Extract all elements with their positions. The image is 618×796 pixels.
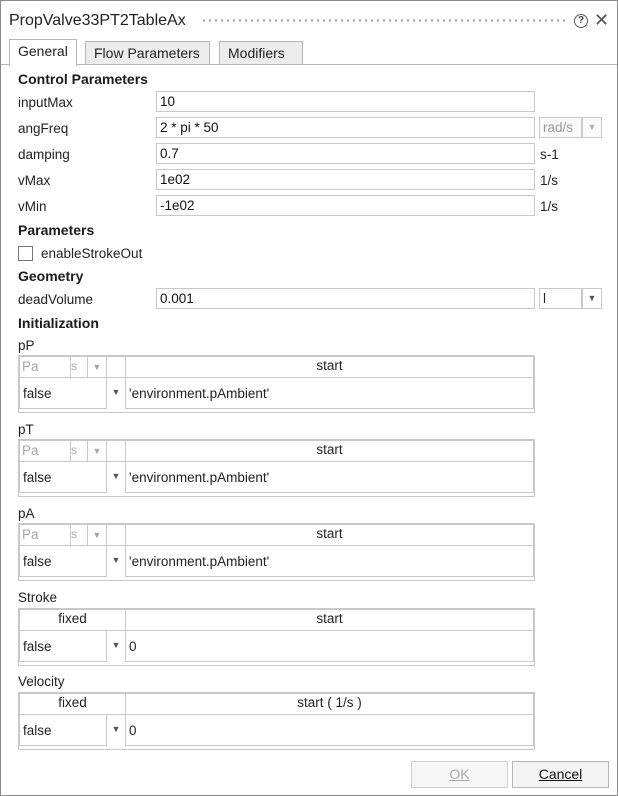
pt-fixed-select[interactable]: false	[19, 461, 107, 493]
velocity-table	[18, 692, 535, 750]
close-icon[interactable]: ✕	[594, 10, 610, 30]
stroke-fixed-header: fixed	[19, 609, 126, 631]
pa-fixed-select[interactable]: false	[19, 545, 107, 577]
label-pp: pP	[18, 338, 35, 353]
chevron-down-icon: ▼	[87, 524, 107, 546]
deadvolume-field[interactable]: 0.001	[156, 288, 535, 309]
vmin-unit: 1/s	[540, 199, 559, 214]
pt-unit-cell: Pa	[19, 440, 71, 462]
cancel-button-label: Cancel	[538, 766, 583, 782]
label-vmin: vMin	[18, 199, 47, 214]
chevron-down-icon[interactable]: ▼	[111, 471, 121, 481]
vmax-unit: 1/s	[540, 173, 559, 188]
label-angfreq: angFreq	[18, 121, 69, 136]
section-control-parameters: Control Parameters	[18, 71, 148, 87]
pt-table	[18, 439, 535, 497]
drag-grip[interactable]	[201, 18, 565, 23]
velocity-fixed-select[interactable]: false	[19, 714, 107, 746]
chevron-down-icon[interactable]: ▼	[111, 640, 121, 650]
pa-header-spacer	[106, 524, 126, 546]
pp-fixed-select[interactable]: false	[19, 377, 107, 409]
window-title: PropValve33PT2TableAx	[9, 12, 186, 29]
label-pa: pA	[18, 506, 35, 521]
pt-header-spacer	[106, 440, 126, 462]
stroke-start-field[interactable]: 0	[125, 630, 534, 662]
pt-unit-truncated: s	[70, 440, 88, 462]
pa-unit-truncated: s	[70, 524, 88, 546]
pa-start-field[interactable]: 'environment.pAmbient'	[125, 545, 534, 577]
pa-table	[18, 523, 535, 581]
chevron-down-icon: ▼	[582, 117, 602, 138]
vmax-field[interactable]: 1e02	[156, 169, 535, 190]
tab-divider	[1, 64, 617, 65]
inputmax-field[interactable]: 10	[156, 91, 535, 112]
chevron-down-icon: ▼	[87, 440, 107, 462]
pp-unit-cell: Pa	[19, 356, 71, 378]
label-velocity: Velocity	[18, 674, 65, 689]
chevron-down-icon[interactable]: ▼	[111, 724, 121, 734]
angfreq-field[interactable]: 2 * pi * 50	[156, 117, 535, 138]
chevron-down-icon[interactable]: ▼	[582, 288, 602, 309]
chevron-down-icon[interactable]: ▼	[111, 387, 121, 397]
pp-unit-truncated: s	[70, 356, 88, 378]
damping-unit: s-1	[540, 147, 559, 162]
label-deadvolume: deadVolume	[18, 292, 94, 307]
pt-start-field[interactable]: 'environment.pAmbient'	[125, 461, 534, 493]
velocity-start-header: start ( 1/s )	[125, 693, 534, 715]
pp-start-field[interactable]: 'environment.pAmbient'	[125, 377, 534, 409]
label-stroke: Stroke	[18, 590, 58, 605]
velocity-fixed-header: fixed	[19, 693, 126, 715]
damping-field[interactable]: 0.7	[156, 143, 535, 164]
label-inputmax: inputMax	[18, 95, 73, 110]
cancel-button[interactable]	[512, 761, 609, 788]
velocity-start-field[interactable]: 0	[125, 714, 534, 746]
label-pt: pT	[18, 422, 34, 437]
pa-unit-cell: Pa	[19, 524, 71, 546]
vmin-field[interactable]: -1e02	[156, 195, 535, 216]
pp-start-header: start	[125, 356, 534, 378]
section-geometry: Geometry	[18, 268, 84, 284]
label-vmax: vMax	[18, 173, 51, 188]
enablestrokeout-checkbox[interactable]	[18, 246, 33, 261]
label-damping: damping	[18, 147, 70, 162]
stroke-table	[18, 608, 535, 666]
ok-button[interactable]	[411, 761, 508, 788]
stroke-start-header: start	[125, 609, 534, 631]
section-parameters: Parameters	[18, 222, 95, 238]
stroke-fixed-select[interactable]: false	[19, 630, 107, 662]
pa-start-header: start	[125, 524, 534, 546]
chevron-down-icon: ▼	[87, 356, 107, 378]
section-initialization: Initialization	[18, 315, 99, 331]
chevron-down-icon[interactable]: ▼	[111, 555, 121, 565]
pt-start-header: start	[125, 440, 534, 462]
pp-table	[18, 355, 535, 413]
angfreq-unit-select: rad/s	[539, 117, 582, 138]
ok-button-label: OK	[449, 766, 470, 782]
deadvolume-unit-select[interactable]: l	[539, 288, 582, 309]
tab-flow-parameters[interactable]: Flow Parameters	[85, 41, 210, 65]
title-bar[interactable]	[1, 1, 617, 37]
help-icon[interactable]: ?	[574, 14, 588, 28]
label-enablestrokeout[interactable]: enableStrokeOut	[41, 246, 143, 261]
pp-header-spacer	[106, 356, 126, 378]
tab-modifiers[interactable]: Modifiers	[219, 41, 303, 65]
tab-general[interactable]: General	[9, 39, 77, 66]
